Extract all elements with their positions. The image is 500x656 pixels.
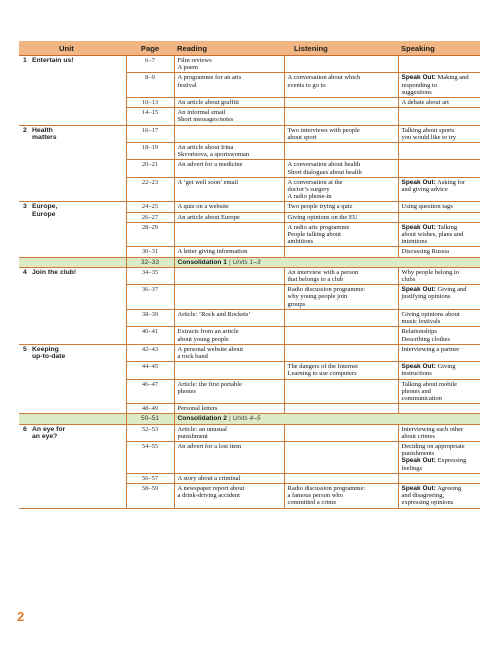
speaking-cell-line: Talking about sports [401,126,455,134]
speaking-cell [398,441,480,473]
header-page: Page [126,41,174,56]
listening-cell [284,202,398,212]
listening-cell [284,56,398,73]
speaking-cell-line: Speak Out: Agreeing [401,484,462,492]
page-range: 56–57 [126,473,174,483]
speak-out-label: Speak Out: [401,286,436,294]
page-range: 50–51 [126,414,174,424]
speak-out-label: Speak Out: [401,178,436,186]
listening-cell-line: Giving opinions on the EU [287,213,358,221]
listening-cell-line: that belongs to a club [287,276,344,284]
speaking-cell-line: Using question tags [401,203,453,211]
speaking-cell-line: Relationships [401,328,437,336]
unit-name [32,269,76,277]
speaking-cell-line: Talking about mobile [401,380,458,388]
listening-cell-line: An interview with a person [287,268,359,276]
listening-cell [284,267,398,284]
listening-cell-line: A radio phone-in [287,193,332,201]
speaking-cell-line: expressing opinions [401,499,454,507]
contents-table-container [19,41,480,509]
unit-name-line: Entertain us! [32,57,74,64]
reading-cell-line: An advert for a medicine [177,161,243,169]
listening-cell-line: a famous person who [287,492,343,500]
reading-cell [174,108,284,125]
speaking-cell-line: about crimes [401,432,435,440]
speaking-cell [398,309,480,326]
reading-cell [174,143,284,160]
page-range: 32–33 [126,257,174,267]
speaking-cell-line: Discussing Russia [401,248,449,256]
reading-cell-line: An article about Irina [177,144,234,152]
page-range: 34–35 [126,267,174,284]
table-row [19,267,480,284]
reading-cell-line: An article about graffiti [177,99,239,107]
reading-cell-line: A personal website about [177,345,244,353]
listening-cell-line: events to go to [287,81,326,89]
page-range: 22–23 [126,177,174,202]
listening-cell-line: Two people trying a quiz [287,203,353,211]
listening-cell [284,160,398,177]
speaking-cell-line: justifying opinions [401,293,451,301]
listening-cell [284,344,398,361]
page-range: 36–37 [126,285,174,310]
speak-out-label: Speak Out: [401,223,436,231]
reading-cell [174,160,284,177]
page-range: 10–13 [126,98,174,108]
consolidation-row [19,414,480,424]
page-range: 24–25 [126,202,174,212]
reading-cell-line: An advert for a lost item [177,442,242,450]
speaking-cell-line: intentions [401,238,428,246]
reading-cell [174,177,284,202]
page-range: 20–21 [126,160,174,177]
table-row [19,125,480,142]
listening-cell [284,73,398,98]
table-row [19,344,480,361]
speaking-cell-line: Giving opinions about [401,310,460,318]
unit-name-line: Keeping [32,345,59,353]
page-range: 52–53 [126,424,174,441]
reading-cell [174,379,284,404]
consolidation-units: Units 4–5 [232,415,261,423]
page-range: 54–55 [126,441,174,473]
listening-cell-line: A radio arts programme [287,223,350,231]
unit-number: 3 [23,203,27,211]
page-range: 42–43 [126,344,174,361]
unit-name [32,203,57,218]
reading-cell [174,98,284,108]
unit-number: 5 [23,345,27,353]
unit-name-line: Health [32,126,53,134]
page-range: 16–17 [126,125,174,142]
reading-cell [174,56,284,73]
speaking-cell-line: Describing clothes [401,335,451,343]
unit-name [32,57,74,65]
speak-out-label: Speak Out: [401,74,436,82]
speaking-cell-line: punishments [401,450,435,458]
listening-cell-line: Short dialogues about health [287,168,362,176]
speaking-cell-line: communication [401,394,442,402]
table-row [19,424,480,441]
speaking-cell [398,344,480,361]
speaking-cell-line: phones and [401,387,431,395]
listening-cell [284,285,398,310]
unit-name-line: An eye for [32,425,66,433]
reading-cell-line: A newspaper report about [177,484,245,492]
reading-cell-line: Article: an unusual [177,425,227,433]
unit-number: 2 [23,126,27,134]
listening-cell-line: groups [287,300,306,308]
speaking-cell [398,212,480,222]
reading-cell-line: Short messages/notes [177,116,234,124]
page-range: 48–49 [126,404,174,414]
speaking-cell-line: Interviewing a partner [401,345,460,353]
speaking-cell [398,125,480,142]
unit-title [19,267,126,344]
unit-name-line: Europe [32,211,56,219]
consolidation-label [174,257,480,267]
listening-cell [284,108,398,125]
listening-cell-line: why young people join [287,293,348,301]
speak-out-label: Speak Out: [401,363,436,371]
unit-name-line: up-to-date [32,353,66,361]
reading-cell [174,424,284,441]
page-range: 38–39 [126,309,174,326]
listening-cell-line: committed a crime [287,499,337,507]
speaking-cell [398,327,480,344]
speaking-cell-line: Interviewing each other [401,425,464,433]
reading-cell-line: festival [177,81,197,89]
table-row [19,202,480,212]
speaking-cell-line: and giving advice [401,186,448,194]
reading-cell [174,344,284,361]
speaking-cell-line: Speak Out: Asking for [401,178,466,186]
listening-cell [284,483,398,508]
reading-cell [174,212,284,222]
unit-name-line: an eye? [32,433,58,441]
listening-cell [284,98,398,108]
speaking-cell-line: Why people belong to [401,268,460,276]
listening-cell-line: Two interviews with people [287,126,360,134]
reading-cell-line: A ‘get well soon’ email [177,178,239,186]
listening-cell-line: A conversation at the [287,178,343,186]
unit-name [32,426,65,441]
consolidation-blank [19,257,126,267]
reading-cell-line: a drink-driving accident [177,492,240,500]
unit-title [19,344,126,414]
speaking-cell-line: Speak Out: Expressing [401,457,467,465]
speaking-cell [398,473,480,483]
speaking-cell [398,247,480,257]
reading-cell-line: about young people [177,335,229,343]
reading-cell [174,404,284,414]
reading-cell [174,362,284,379]
speaking-cell-line: music festivals [401,318,441,326]
listening-cell [284,177,398,202]
reading-cell-line: Article: the first portable [177,380,242,388]
speaking-cell [398,404,480,414]
listening-cell-line: A conversation about health [287,161,361,169]
page-range: 14–15 [126,108,174,125]
reading-cell [174,222,284,247]
reading-cell [174,267,284,284]
speaking-cell [398,108,480,125]
reading-cell-line: An informal email [177,109,226,117]
speaking-cell [398,143,480,160]
page-range: 26–27 [126,212,174,222]
speaking-cell [398,424,480,441]
speaking-cell-line: clubs [401,276,416,284]
page-number: 2 [17,609,25,624]
speaking-cell [398,56,480,73]
speaking-cell-line: Speak Out: Giving and [401,286,467,294]
listening-cell [284,143,398,160]
listening-cell [284,424,398,441]
reading-cell [174,441,284,473]
reading-cell [174,202,284,212]
reading-cell [174,73,284,98]
unit-name-line: Join the club! [32,268,77,276]
listening-cell [284,404,398,414]
listening-cell [284,379,398,404]
reading-cell-line: punishment [177,432,208,440]
reading-cell [174,483,284,508]
listening-cell [284,362,398,379]
listening-cell-line: Radio discussion programme: [287,484,366,492]
listening-cell [284,309,398,326]
listening-cell [284,247,398,257]
consolidation-blank [19,414,126,424]
listening-cell-line: A conversation about which [287,74,361,82]
speaking-cell-line: Speak Out: Talking [401,223,458,231]
reading-cell-line: Skvortsova, a sportswoman [177,151,250,159]
reading-cell [174,309,284,326]
unit-title [19,202,126,257]
speaking-cell-line: A debate about art [401,99,449,107]
unit-number: 6 [23,425,27,433]
speaking-cell-line: about wishes, plans and [401,231,464,239]
unit-title [19,125,126,202]
consolidation-separator: | [228,415,231,423]
listening-cell [284,212,398,222]
listening-cell-line: Learning to use computers [287,370,357,378]
reading-cell-line: A letter giving information [177,248,248,256]
consolidation-row [19,257,480,267]
unit-title [19,56,126,126]
speaking-cell-line: you would like to try [401,133,457,141]
consolidation-label [174,414,480,424]
page-range: 44–45 [126,362,174,379]
listening-cell [284,222,398,247]
listening-cell-line: about sport [287,133,317,141]
unit-number: 1 [23,57,27,64]
unit-name [32,127,57,142]
reading-cell [174,473,284,483]
speaking-cell [398,160,480,177]
page-range: 58–59 [126,483,174,508]
speak-out-label: Speak Out: [401,484,436,492]
listening-cell-line: ambitions [287,238,314,246]
listening-cell-line: doctor’s surgery [287,186,330,194]
reading-cell-line: A poem [177,64,198,72]
speaking-cell [398,177,480,202]
reading-cell-line: a rock band [177,352,208,360]
speaking-cell-line: Speak Out: Making and [401,74,469,82]
speaking-cell [398,362,480,379]
listening-cell-line: The dangers of the Internet [287,363,358,371]
listening-cell-line: Radio discussion programme: [287,286,366,294]
reading-cell-line: A quiz on a website [177,203,229,211]
page-range: 46–47 [126,379,174,404]
consolidation-title: Consolidation 2 [177,415,227,423]
listening-cell [284,441,398,473]
reading-cell-line: A story about a criminal [177,474,241,482]
speaking-cell-line: and disagreeing, [401,492,445,500]
reading-cell-line: Article: ‘Rock and Rockets’ [177,310,251,318]
header-reading: Reading [174,41,284,56]
speaking-cell-line: suggestions [401,88,432,96]
speaking-cell-line: responding to [401,81,438,89]
speaking-cell [398,267,480,284]
speaking-cell-line: Speak Out: Giving instructions [401,363,456,378]
reading-cell-line: phones [177,387,196,395]
reading-cell-line: Personal letters [177,405,218,413]
consolidation-units: Units 1–3 [232,258,261,266]
speaking-cell [398,483,480,508]
reading-cell-line: Film reviews [177,57,212,64]
consolidation-title: Consolidation 1 [177,258,227,266]
header-speaking: Speaking [398,41,480,56]
reading-cell-line: Extracts from an article [177,328,239,336]
unit-name-line: Europe, [32,203,58,211]
speak-out-label: Speak Out: [401,457,436,465]
listening-cell [284,327,398,344]
unit-name-line: matters [32,134,57,142]
unit-name [32,346,65,361]
speaking-cell [398,222,480,247]
speaking-cell [398,285,480,310]
reading-cell [174,327,284,344]
listening-cell [284,473,398,483]
reading-cell-line: A programme for an arts [177,74,242,82]
unit-number: 4 [23,268,27,276]
page-range: 8–9 [126,73,174,98]
table-body [19,56,480,509]
speaking-cell-line: Deciding on appropriate [401,442,465,450]
reading-cell [174,125,284,142]
table-header-row [19,41,480,56]
page-range: 30–31 [126,247,174,257]
speaking-cell [398,98,480,108]
header-unit: Unit [19,41,126,56]
speaking-cell [398,73,480,98]
reading-cell [174,247,284,257]
listening-cell [284,125,398,142]
page-range: 18–19 [126,143,174,160]
speaking-cell [398,379,480,404]
speaking-cell-line: feelings [401,464,423,472]
page-range: 6–7 [126,56,174,73]
page-range: 40–41 [126,327,174,344]
contents-table [19,41,480,509]
header-listening: Listening [284,41,398,56]
page-range: 28–29 [126,222,174,247]
consolidation-separator: | [228,258,231,266]
reading-cell [174,285,284,310]
speaking-cell [398,202,480,212]
unit-title [19,424,126,508]
table-row [19,56,480,73]
listening-cell-line: People talking about [287,231,341,239]
reading-cell-line: An article about Europe [177,213,240,221]
